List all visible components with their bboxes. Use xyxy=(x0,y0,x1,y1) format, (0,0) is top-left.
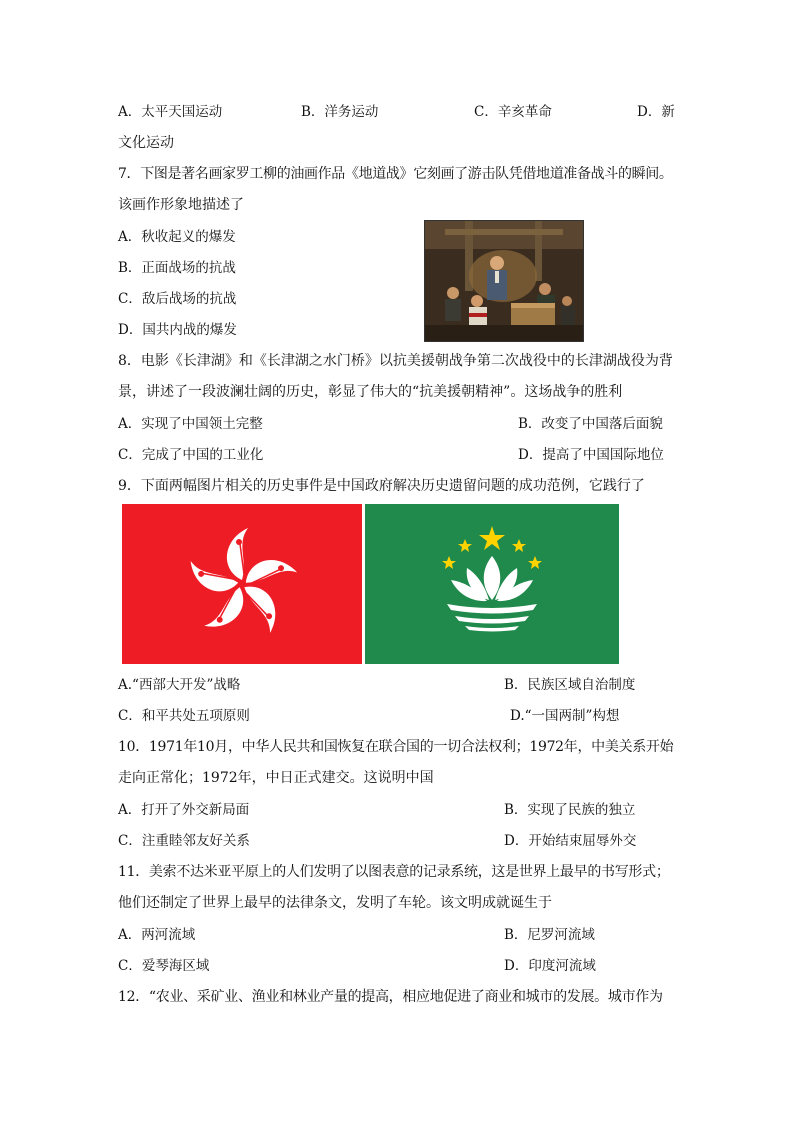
q11-option-c: C．爱琴海区域 xyxy=(118,958,210,974)
q6-option-d-wrap: 文化运动 xyxy=(118,135,174,151)
q8-option-b: B．改变了中国落后面貌 xyxy=(518,416,663,432)
q11-option-b: B．尼罗河流域 xyxy=(504,927,595,943)
q11-option-d: D．印度河流域 xyxy=(504,958,596,974)
q9-option-d: D.“一国两制”构想 xyxy=(510,708,620,724)
q9-stem-line1: 9．下面两幅图片相关的历史事件是中国政府解决历史遗留问题的成功范例，它践行了 xyxy=(118,478,645,494)
q8-stem-line1: 8．电影《长津湖》和《长津湖之水门桥》以抗美援朝战争第二次战役中的长津湖战役为背 xyxy=(118,353,673,369)
q11-stem-line1: 11．美索不达米亚平原上的人们发明了以图表意的记录系统，这是世界上最早的书写形式； xyxy=(118,864,670,880)
q6-option-c: C．辛亥革命 xyxy=(474,104,552,120)
q6-option-b: B．洋务运动 xyxy=(301,104,379,120)
q7-option-a: A．秋收起义的爆发 xyxy=(118,229,236,245)
q11-option-a: A．两河流域 xyxy=(118,927,196,943)
q10-stem-line2: 走向正常化；1972年，中日正式建交。这说明中国 xyxy=(118,770,434,786)
q7-stem-line1: 7．下图是著名画家罗工柳的油画作品《地道战》它刻画了游击队凭借地道准备战斗的瞬间。 xyxy=(118,166,673,182)
q10-option-c: C．注重睦邻友好关系 xyxy=(118,833,250,849)
q11-stem-line2: 他们还制定了世界上最早的法律条文，发明了车轮。该文明成就诞生于 xyxy=(118,895,552,911)
q7-option-d: D．国共内战的爆发 xyxy=(118,322,237,338)
q10-option-d: D．开始结束屈辱外交 xyxy=(504,833,637,849)
q8-stem-line2: 景，讲述了一段波澜壮阔的历史，彰显了伟大的“抗美援朝精神”。这场战争的胜利 xyxy=(118,384,623,400)
q8-option-c: C．完成了中国的工业化 xyxy=(118,447,264,463)
q12-stem-line1: 12．“农业、采矿业、渔业和林业产量的提高，相应地促进了商业和城市的发展。城市作为 xyxy=(118,989,663,1005)
q7-option-b: B．正面战场的抗战 xyxy=(118,260,236,276)
q9-option-a: A.“西部大开发”战略 xyxy=(118,677,241,693)
q6-option-a: A．太平天国运动 xyxy=(118,104,223,120)
hong-kong-flag xyxy=(122,504,362,664)
q7-stem-line2: 该画作形象地描述了 xyxy=(118,197,244,213)
macau-flag xyxy=(365,504,619,664)
q8-option-d: D．提高了中国国际地位 xyxy=(518,447,664,463)
q7-option-c: C．敌后战场的抗战 xyxy=(118,291,237,307)
q8-option-a: A．实现了中国领土完整 xyxy=(118,416,263,432)
tunnel-warfare-painting xyxy=(424,220,584,342)
q10-option-a: A．打开了外交新局面 xyxy=(118,802,250,818)
q9-option-c: C．和平共处五项原则 xyxy=(118,708,250,724)
q10-stem-line1: 10．1971年10月，中华人民共和国恢复在联合国的一切合法权利；1972年，中美关系开始 xyxy=(118,739,674,755)
q10-option-b: B．实现了民族的独立 xyxy=(504,802,636,818)
q9-option-b: B．民族区域自治制度 xyxy=(504,677,636,693)
q6-option-d: D．新 xyxy=(637,104,675,120)
